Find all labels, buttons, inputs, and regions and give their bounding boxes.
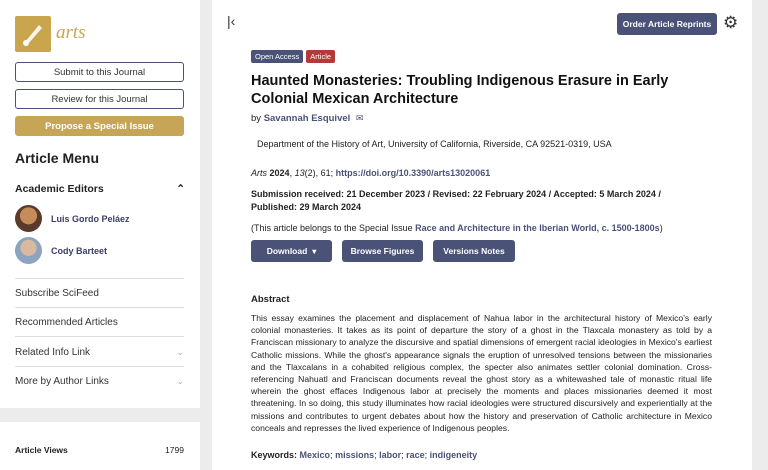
gear-icon[interactable]: ⚙ bbox=[723, 13, 739, 32]
keyword-link[interactable]: labor bbox=[379, 450, 402, 460]
chevron-down-icon: ⌄ bbox=[176, 347, 184, 357]
download-button[interactable] bbox=[251, 240, 332, 262]
subscribe-scifeed-link[interactable] bbox=[15, 288, 184, 299]
chevron-down-icon: ▾ bbox=[312, 246, 317, 256]
editor-name: Cody Barteet bbox=[51, 245, 108, 256]
citation-journal: Arts bbox=[251, 168, 268, 178]
keyword-link[interactable]: race bbox=[406, 450, 425, 460]
journal-logo[interactable] bbox=[15, 16, 51, 52]
download-label: Download bbox=[266, 246, 308, 256]
more-by-author-links[interactable] bbox=[15, 376, 184, 387]
abstract-text: This essay examines the placement and displacement of Nahua labor in the architectural history of Mexico's early colonial monasteries. It takes as its point of departure the story of a ghost in the Tlaxcala monastery as told by a Franciscan missionary to analyze the discursive and spatial dimensions of emergent racial ideologies in Mexico's earliest Catholic missions. While the ghost's appearance signals the eruption of unresolved tensions between the missionaries and the Tlaxcalans in a cohabited religious complex, the specter also animates settler colonial domination. Cross-referencing Nahuatl and Franciscan documents reveal the ghost story as a whitewashed tale of monastic ritual life wherein the ghost effaces Indigenous labor at precisely the moments and places missionaries deemed it most threatening. In so doing, this study illuminates how racial ideologies were structured discursively and experientially at the missions and contributes to urgent debates about how the history and preservation of Catholic architecture in Mexico conceals and represses the lived experience of Indigenous peoples. bbox=[251, 313, 712, 433]
open-access-badge: Open Access bbox=[251, 50, 303, 63]
doi-link[interactable]: https://doi.org/10.3390/arts13020061 bbox=[335, 168, 491, 178]
chevron-up-icon: ⌃ bbox=[176, 183, 185, 195]
special-prefix: (This article belongs to the Special Issue bbox=[251, 223, 416, 233]
keyword-link[interactable]: missions bbox=[335, 450, 375, 460]
publication-dates: Submission received: 21 December 2023 / Revised: 22 February 2024 / Accepted: 5 March 2024 / Published: 29 March 2024 bbox=[251, 189, 661, 212]
byline bbox=[251, 113, 363, 124]
submit-button[interactable]: Submit to this Journal bbox=[15, 62, 184, 82]
brush-icon bbox=[15, 16, 51, 52]
chevron-down-icon: ⌄ bbox=[176, 376, 184, 386]
keywords: Keywords: Mexico; missions; labor; race; indigeneity bbox=[251, 450, 478, 460]
academic-editors-label: Academic Editors bbox=[15, 183, 104, 195]
editor-item[interactable] bbox=[15, 205, 130, 232]
propose-special-issue-button[interactable]: Propose a Special Issue bbox=[15, 116, 184, 136]
divider bbox=[15, 366, 184, 367]
article-views-label: Article Views bbox=[15, 445, 68, 455]
keywords-label: Keywords: bbox=[251, 450, 298, 460]
collapse-left-icon[interactable]: |‹ bbox=[227, 13, 236, 29]
keyword-link[interactable]: Mexico bbox=[299, 450, 331, 460]
article-views bbox=[15, 445, 184, 455]
order-reprints-button[interactable]: Order Article Reprints bbox=[617, 13, 717, 35]
abstract-title: Abstract bbox=[251, 294, 290, 305]
special-issue-link[interactable]: Race and Architecture in the Iberian World, c. 1500-1800s bbox=[415, 223, 660, 233]
article-badges bbox=[251, 50, 335, 63]
sidebar bbox=[0, 0, 200, 470]
versions-notes-button[interactable]: Versions Notes bbox=[433, 240, 515, 262]
editor-item[interactable] bbox=[15, 237, 107, 264]
editor-name: Luis Gordo Peláez bbox=[51, 213, 130, 224]
link-label: Related Info Link bbox=[15, 347, 91, 358]
special-issue-note bbox=[251, 223, 663, 233]
keyword-link[interactable]: indigeneity bbox=[429, 450, 478, 460]
avatar bbox=[15, 237, 42, 264]
sidebar-panel bbox=[0, 0, 200, 408]
divider bbox=[15, 307, 184, 308]
citation-volume: 13 bbox=[294, 168, 305, 178]
special-suffix: ) bbox=[659, 223, 663, 233]
by-label: by bbox=[251, 113, 262, 124]
article-title: Haunted Monasteries: Troubling Indigenous Erasure in Early Colonial Mexican Architecture bbox=[251, 73, 669, 107]
related-info-link[interactable] bbox=[15, 347, 184, 358]
avatar bbox=[15, 205, 42, 232]
article-type-badge: Article bbox=[306, 50, 335, 63]
link-label: More by Author Links bbox=[15, 376, 109, 387]
article-menu-title: Article Menu bbox=[15, 150, 100, 166]
divider bbox=[15, 278, 184, 279]
email-icon[interactable]: ✉ bbox=[355, 113, 364, 123]
divider bbox=[15, 336, 184, 337]
browse-figures-button[interactable]: Browse Figures bbox=[342, 240, 423, 262]
review-button[interactable]: Review for this Journal bbox=[15, 89, 184, 109]
journal-name[interactable]: arts bbox=[56, 22, 86, 43]
article-views-count: 1799 bbox=[165, 445, 184, 455]
article-panel bbox=[212, 0, 752, 470]
link-label: Subscribe SciFeed bbox=[15, 288, 99, 299]
recommended-articles-link[interactable] bbox=[15, 317, 184, 328]
affiliation: Department of the History of Art, University of California, Riverside, CA 92521-0319, USA bbox=[257, 139, 612, 149]
author-link[interactable]: Savannah Esquivel bbox=[263, 113, 351, 124]
citation-year: 2024 bbox=[269, 168, 290, 178]
academic-editors-toggle[interactable] bbox=[15, 183, 185, 195]
citation: Arts 2024, 13(2), 61; https://doi.org/10.3390/arts13020061 bbox=[251, 168, 491, 178]
link-label: Recommended Articles bbox=[15, 317, 118, 328]
citation-rest: (2), 61; bbox=[304, 168, 334, 178]
